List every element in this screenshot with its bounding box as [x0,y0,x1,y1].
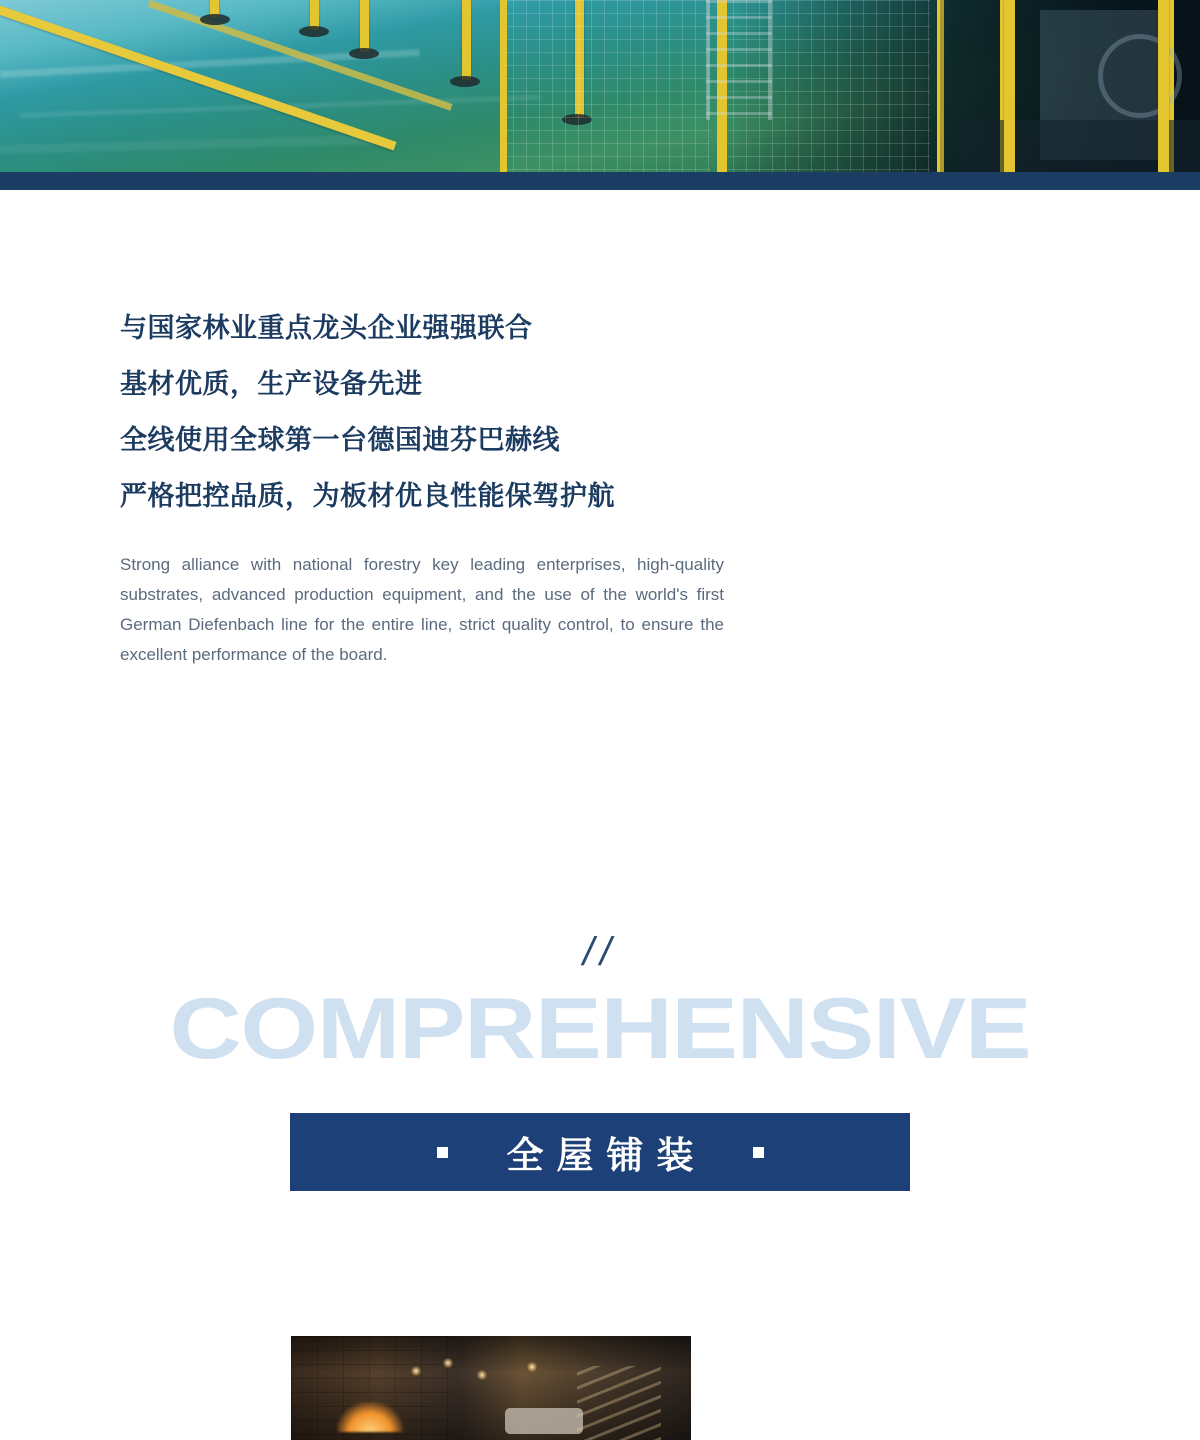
roller-wheel [1098,34,1182,118]
pendant-lamp [477,1370,487,1380]
railing-post-base [200,14,230,25]
intro-line-2: 基材优质，生产设备先进 [120,369,423,399]
intro-english-paragraph [120,550,724,670]
railing-post [462,0,471,80]
interior-photo [291,1336,691,1440]
section-heading [0,930,1200,1077]
section-badge [290,1113,910,1191]
railing-post [360,0,369,52]
hero-image [0,0,1200,172]
ladder [706,0,772,120]
intro-line-1: 与国家林业重点龙头企业强强联合 [120,313,533,343]
slash-ornament: // [582,930,618,974]
lounge-sofa [505,1408,583,1434]
safety-mesh-frame [500,0,724,172]
pendant-lamp [527,1362,537,1372]
hero-divider-bar [0,172,1200,190]
railing-post-base [299,26,329,37]
intro-english-text: Strong alliance with national forestry key leading enterprises, high-quality substrates, advanced production equipment, and the use of the world's first German Diefenbach line for the entire line, strict quality control, to ensure the excellent performance of the board. [120,555,724,664]
section-badge-text: 全屋铺装 [506,1135,707,1176]
square-bullet-right-icon [753,1147,764,1158]
pendant-lamp [443,1358,453,1368]
railing-post [1158,0,1169,172]
section-ghost-word: COMPREHENSIVE [169,981,1031,1077]
railing-post-base [450,76,480,87]
intro-text-block [120,300,760,670]
intro-line-3: 全线使用全球第一台德国迪芬巴赫线 [120,425,560,455]
intro-line-4: 严格把控品质，为板材优良性能保驾护航 [120,481,615,511]
pendant-lamp [411,1366,421,1376]
square-bullet-left-icon [437,1147,448,1158]
staircase [577,1366,661,1440]
railing-post-base [349,48,379,59]
railing-post [1004,0,1015,172]
fireplace-flame [337,1402,403,1432]
